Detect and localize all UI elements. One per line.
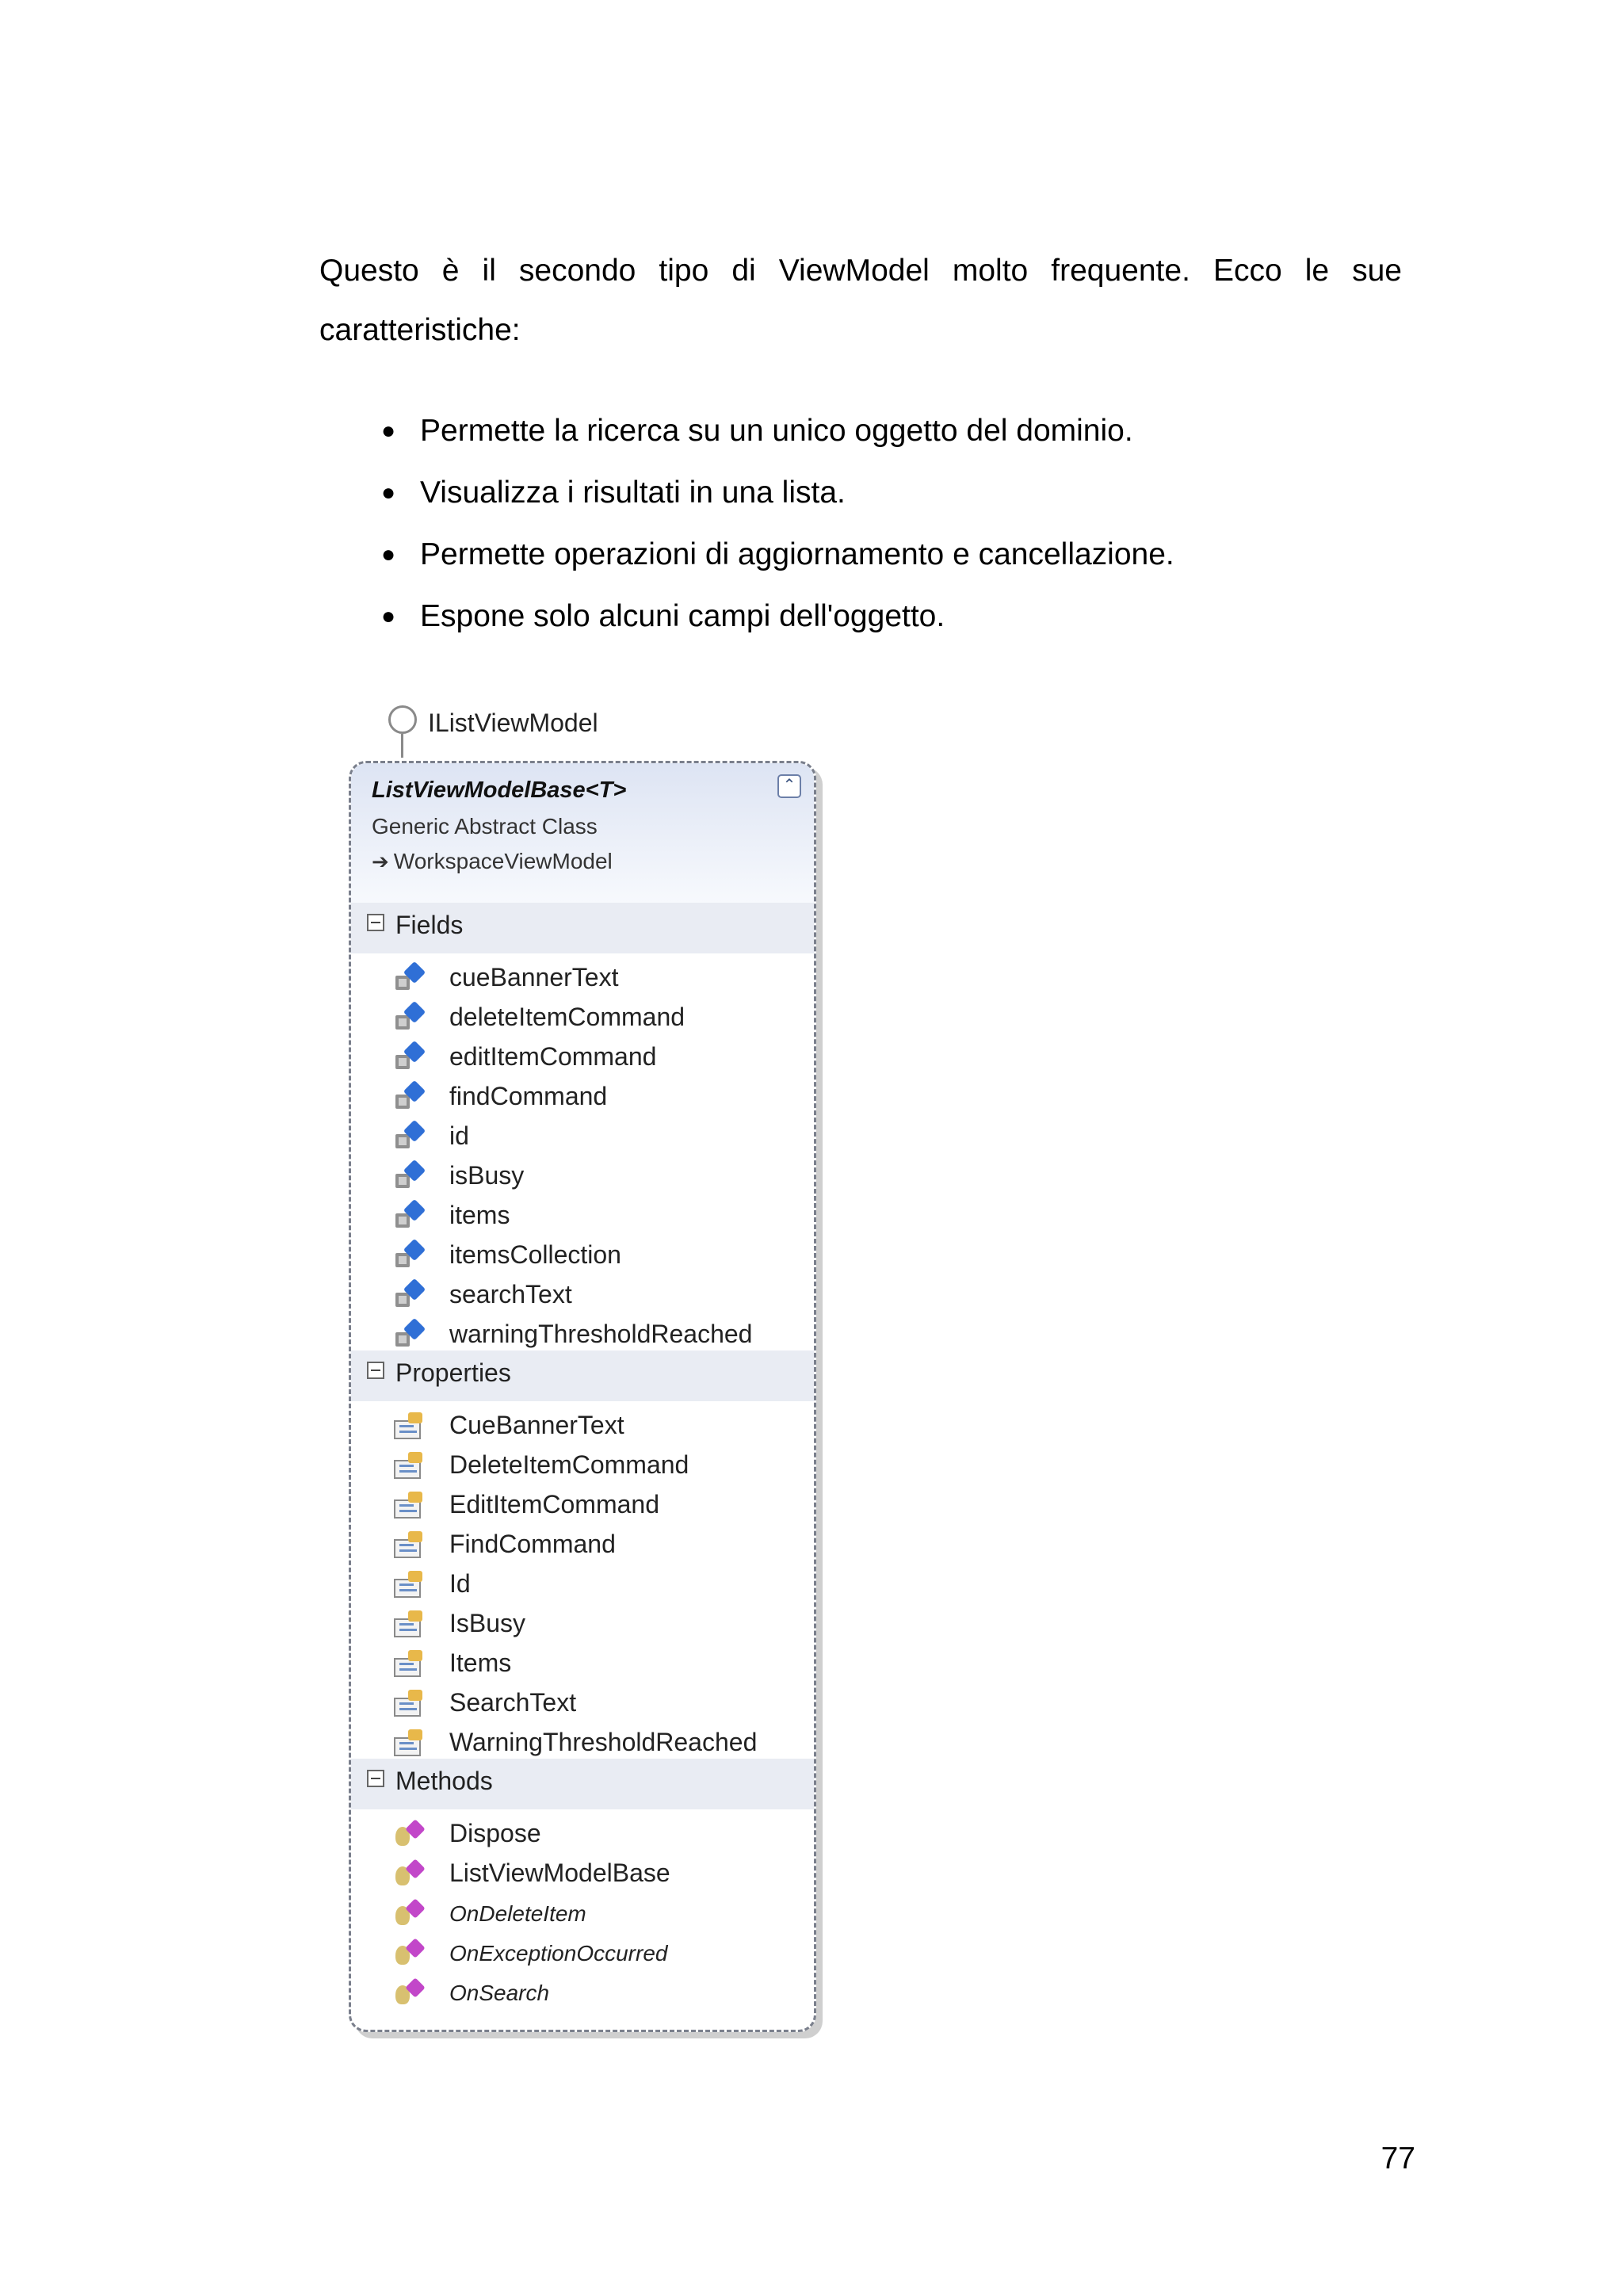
field-icon bbox=[394, 1202, 426, 1231]
field-name: cueBannerText bbox=[449, 963, 619, 991]
field-icon bbox=[394, 965, 426, 993]
field-icon bbox=[394, 1242, 426, 1270]
method-name: ListViewModelBase bbox=[449, 1859, 670, 1887]
property-icon bbox=[394, 1412, 426, 1441]
method-name: OnDeleteItem bbox=[449, 1901, 586, 1926]
method-name: OnSearch bbox=[449, 1981, 550, 2005]
property-icon bbox=[394, 1452, 426, 1480]
section-toggle-icon[interactable] bbox=[367, 1770, 384, 1787]
property-icon bbox=[394, 1729, 426, 1758]
method-icon bbox=[394, 1820, 426, 1849]
property-name: CueBannerText bbox=[449, 1411, 624, 1439]
class-kind: Generic Abstract Class bbox=[372, 814, 598, 839]
bullet-icon: ● bbox=[380, 418, 396, 444]
field-icon bbox=[394, 1004, 426, 1033]
section-methods[interactable] bbox=[351, 1759, 814, 1809]
class-box bbox=[349, 761, 816, 2032]
inherit-arrow-icon: ➔ bbox=[372, 850, 389, 873]
bullet-icon: ● bbox=[380, 603, 396, 629]
collapse-button[interactable]: ⌃ bbox=[777, 774, 801, 798]
list-item: ● Espone solo alcuni campi dell'oggetto. bbox=[372, 592, 1174, 654]
section-title: Methods bbox=[395, 1767, 493, 1795]
field-icon bbox=[394, 1321, 426, 1350]
section-toggle-icon[interactable] bbox=[367, 914, 384, 931]
field-name: id bbox=[449, 1121, 469, 1150]
section-title: Properties bbox=[395, 1358, 511, 1387]
property-name: DeleteItemCommand bbox=[449, 1450, 689, 1479]
list-item: ● Permette operazioni di aggiornamento e cancellazione. bbox=[372, 530, 1174, 592]
method-icon bbox=[394, 1900, 426, 1928]
field-name: warningThresholdReached bbox=[449, 1320, 753, 1348]
method-icon bbox=[394, 1939, 426, 1968]
property-icon bbox=[394, 1571, 426, 1599]
property-name: WarningThresholdReached bbox=[449, 1728, 758, 1756]
field-name: itemsCollection bbox=[449, 1240, 621, 1269]
method-name: Dispose bbox=[449, 1819, 541, 1847]
feature-list bbox=[372, 407, 1174, 654]
property-icon bbox=[394, 1690, 426, 1718]
base-class-name: WorkspaceViewModel bbox=[393, 849, 613, 873]
method-icon bbox=[394, 1979, 426, 2008]
interface-name: IListViewModel bbox=[428, 709, 598, 737]
property-name: SearchText bbox=[449, 1688, 577, 1717]
method-name: OnExceptionOccurred bbox=[449, 1941, 668, 1966]
field-icon bbox=[394, 1083, 426, 1112]
property-icon bbox=[394, 1531, 426, 1560]
interface-connector bbox=[401, 734, 403, 758]
field-name: deleteItemCommand bbox=[449, 1003, 685, 1031]
property-icon bbox=[394, 1492, 426, 1520]
field-name: items bbox=[449, 1201, 510, 1229]
property-name: Items bbox=[449, 1648, 512, 1677]
field-icon bbox=[394, 1163, 426, 1191]
field-icon bbox=[394, 1123, 426, 1152]
property-icon bbox=[394, 1610, 426, 1639]
field-icon bbox=[394, 1044, 426, 1072]
section-fields[interactable] bbox=[351, 903, 814, 953]
field-name: isBusy bbox=[449, 1161, 525, 1190]
property-icon bbox=[394, 1650, 426, 1679]
field-name: findCommand bbox=[449, 1082, 608, 1110]
page-number: 77 bbox=[1381, 2141, 1415, 2176]
field-icon bbox=[394, 1282, 426, 1310]
list-item: ● Visualizza i risultati in una lista. bbox=[372, 468, 1174, 530]
intro-paragraph: Questo è il secondo tipo di ViewModel molto frequente. Ecco le sue caratteristiche: bbox=[319, 254, 1402, 347]
bullet-icon: ● bbox=[380, 479, 396, 506]
interface-lollipop-icon bbox=[388, 705, 417, 734]
section-title: Fields bbox=[395, 911, 464, 939]
section-toggle-icon[interactable] bbox=[367, 1362, 384, 1379]
class-header bbox=[351, 763, 814, 904]
base-class bbox=[372, 849, 613, 874]
field-name: editItemCommand bbox=[449, 1042, 657, 1071]
field-name: searchText bbox=[449, 1280, 572, 1308]
list-item: ● Permette la ricerca su un unico oggetto del dominio. bbox=[372, 407, 1174, 468]
property-name: FindCommand bbox=[449, 1530, 616, 1558]
section-properties[interactable] bbox=[351, 1350, 814, 1401]
method-icon bbox=[394, 1860, 426, 1889]
property-name: EditItemCommand bbox=[449, 1490, 659, 1519]
class-name: ListViewModelBase<T> bbox=[372, 777, 627, 803]
property-name: IsBusy bbox=[449, 1609, 526, 1637]
bullet-icon: ● bbox=[380, 541, 396, 567]
property-name: Id bbox=[449, 1569, 471, 1598]
